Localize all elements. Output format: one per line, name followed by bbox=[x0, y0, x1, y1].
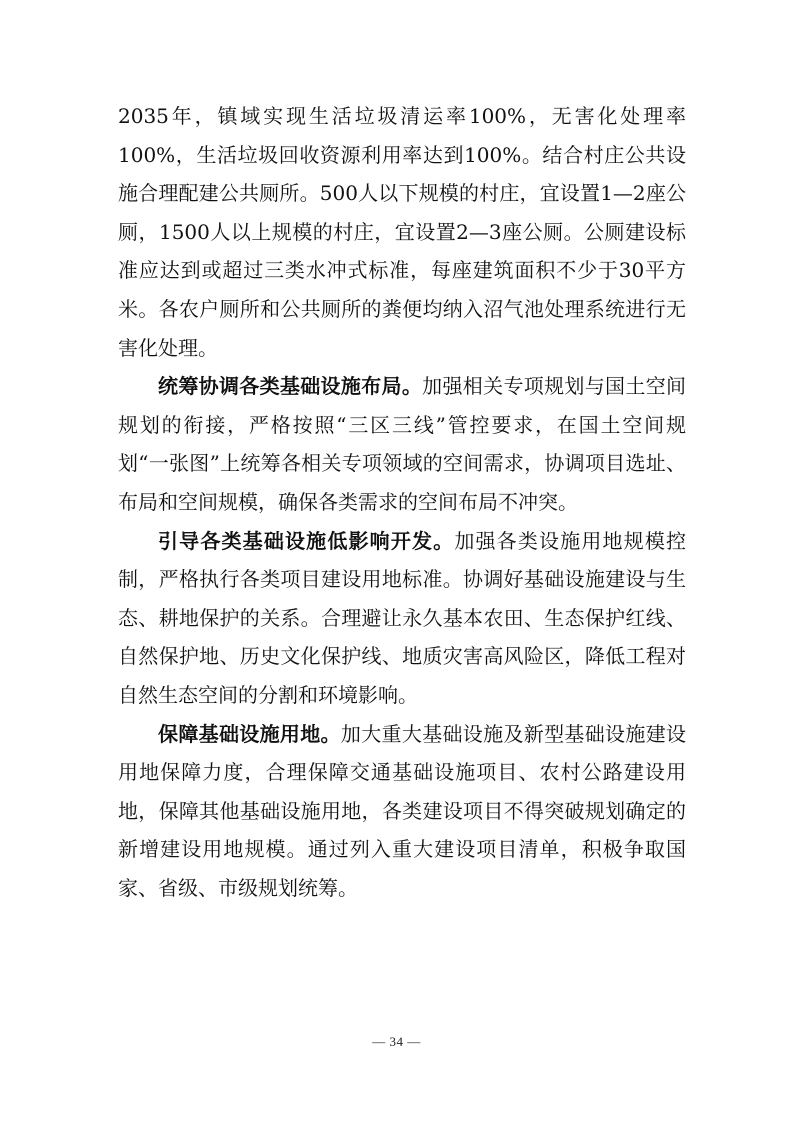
paragraph-low-impact-development-heading: 引导各类基础设施低影响开发。 bbox=[158, 528, 455, 553]
paragraph-infrastructure-layout bbox=[118, 367, 686, 521]
page-number: — 34 — bbox=[372, 1034, 421, 1049]
paragraph-land-use-guarantee-heading: 保障基础设施用地。 bbox=[158, 721, 341, 746]
paragraph-sanitation bbox=[118, 97, 686, 367]
paragraph-low-impact-development-text: 加强各类设施用地规模控制，严格执行各类项目建设用地标准。协调好基础设施建设与生态、耕地保护的关系。合理避让永久基本农田、生态保护红线、自然保护地、历史文化保护线、地质灾害高风险区，降低工程对自然生态空间的分割和环境影响。 bbox=[118, 528, 687, 707]
paragraph-infrastructure-layout-text: 加强相关专项规划与国土空间规划的衔接，严格按照“三区三线”管控要求，在国土空间规划“一张图”上统筹各相关专项领域的空间需求，协调项目选址、布局和空间规模，确保各类需求的空间布局不冲突。 bbox=[118, 374, 687, 514]
paragraph-land-use-guarantee bbox=[118, 715, 686, 908]
paragraph-land-use-guarantee-text: 加大重大基础设施及新型基础设施建设用地保障力度，合理保障交通基础设施项目、农村公路建设用地，保障其他基础设施用地，各类建设项目不得突破规划确定的新增建设用地规模。通过列入重大建设项目清单，积极争取国家、省级、市级规划统筹。 bbox=[118, 721, 687, 900]
paragraph-sanitation-text: 2035年，镇域实现生活垃圾清运率100%，无害化处理率100%，生活垃圾回收资源利用率达到100%。结合村庄公共设施合理配建公共厕所。500人以下规模的村庄，宜设置1—2座公厕，1500人以上规模的村庄，宜设置2—3座公厕。公厕建设标准应达到或超过三类水冲式标准，每座建筑面积不少于30平方米。各农户厕所和公共厕所的粪便均纳入沼气池处理系统进行无害化处理。 bbox=[118, 104, 686, 360]
paragraph-low-impact-development bbox=[118, 522, 686, 715]
document-body bbox=[118, 97, 686, 907]
paragraph-infrastructure-layout-heading: 统筹协调各类基础设施布局。 bbox=[158, 374, 423, 399]
